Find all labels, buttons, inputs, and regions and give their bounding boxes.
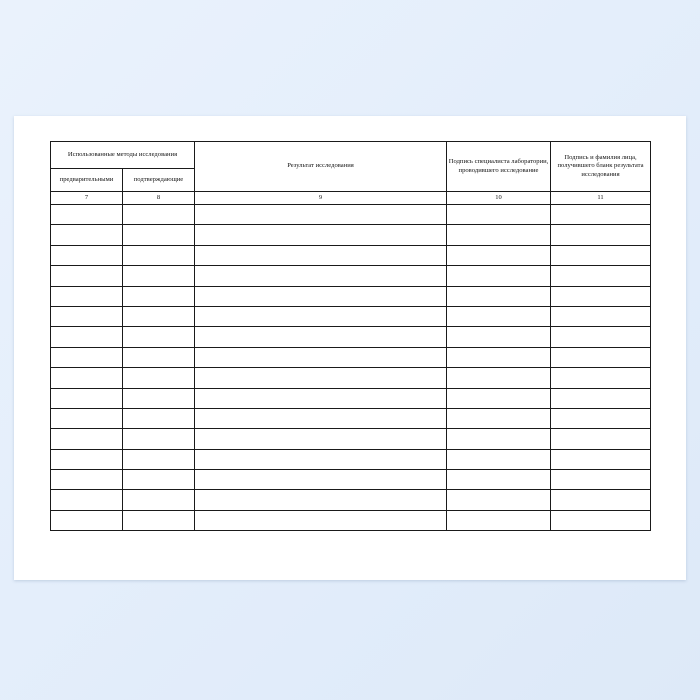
cell-signature-specialist[interactable] bbox=[447, 388, 551, 408]
cell-signature-specialist[interactable] bbox=[447, 205, 551, 225]
cell-result[interactable] bbox=[195, 388, 447, 408]
cell-methods-preliminary[interactable] bbox=[51, 266, 123, 286]
header-row-top bbox=[51, 142, 651, 169]
table-row[interactable] bbox=[51, 327, 651, 347]
cell-signature-recipient[interactable] bbox=[551, 449, 651, 469]
cell-signature-recipient[interactable] bbox=[551, 286, 651, 306]
column-number-9: 9 bbox=[195, 192, 447, 205]
cell-result[interactable] bbox=[195, 429, 447, 449]
table-row[interactable] bbox=[51, 490, 651, 510]
cell-signature-specialist[interactable] bbox=[447, 368, 551, 388]
cell-result[interactable] bbox=[195, 510, 447, 530]
cell-result[interactable] bbox=[195, 286, 447, 306]
cell-signature-specialist[interactable] bbox=[447, 266, 551, 286]
cell-signature-recipient[interactable] bbox=[551, 388, 651, 408]
cell-methods-preliminary[interactable] bbox=[51, 429, 123, 449]
cell-methods-confirming[interactable] bbox=[123, 286, 195, 306]
header-methods-group: Использованные методы исследования bbox=[51, 142, 195, 169]
cell-signature-recipient[interactable] bbox=[551, 510, 651, 530]
table-row[interactable] bbox=[51, 266, 651, 286]
cell-methods-confirming[interactable] bbox=[123, 245, 195, 265]
cell-methods-confirming[interactable] bbox=[123, 408, 195, 428]
cell-methods-preliminary[interactable] bbox=[51, 306, 123, 326]
cell-methods-preliminary[interactable] bbox=[51, 490, 123, 510]
column-number-7: 7 bbox=[51, 192, 123, 205]
table-row[interactable] bbox=[51, 449, 651, 469]
cell-signature-recipient[interactable] bbox=[551, 490, 651, 510]
cell-signature-recipient[interactable] bbox=[551, 408, 651, 428]
table-row[interactable] bbox=[51, 429, 651, 449]
cell-result[interactable] bbox=[195, 327, 447, 347]
cell-result[interactable] bbox=[195, 368, 447, 388]
cell-signature-specialist[interactable] bbox=[447, 306, 551, 326]
column-number-8: 8 bbox=[123, 192, 195, 205]
cell-methods-preliminary[interactable] bbox=[51, 510, 123, 530]
cell-methods-confirming[interactable] bbox=[123, 429, 195, 449]
cell-methods-preliminary[interactable] bbox=[51, 286, 123, 306]
table-row[interactable] bbox=[51, 388, 651, 408]
journal-table-container bbox=[50, 141, 650, 531]
cell-methods-confirming[interactable] bbox=[123, 368, 195, 388]
cell-signature-recipient[interactable] bbox=[551, 470, 651, 490]
journal-table bbox=[50, 141, 651, 531]
table-row[interactable] bbox=[51, 245, 651, 265]
cell-result[interactable] bbox=[195, 470, 447, 490]
cell-signature-recipient[interactable] bbox=[551, 429, 651, 449]
cell-signature-recipient[interactable] bbox=[551, 347, 651, 367]
column-number-row bbox=[51, 192, 651, 205]
cell-result[interactable] bbox=[195, 449, 447, 469]
cell-signature-recipient[interactable] bbox=[551, 225, 651, 245]
cell-methods-preliminary[interactable] bbox=[51, 388, 123, 408]
header-signature-specialist: Подпись специалиста лаборатории, проводившего исследование bbox=[447, 142, 551, 192]
cell-methods-preliminary[interactable] bbox=[51, 408, 123, 428]
cell-signature-specialist[interactable] bbox=[447, 449, 551, 469]
cell-signature-specialist[interactable] bbox=[447, 470, 551, 490]
cell-methods-preliminary[interactable] bbox=[51, 347, 123, 367]
header-result: Результат исследования bbox=[195, 142, 447, 192]
cell-result[interactable] bbox=[195, 245, 447, 265]
cell-signature-recipient[interactable] bbox=[551, 266, 651, 286]
table-row[interactable] bbox=[51, 286, 651, 306]
header-methods-confirming: подтверждающие bbox=[123, 169, 195, 192]
cell-methods-preliminary[interactable] bbox=[51, 368, 123, 388]
table-row[interactable] bbox=[51, 347, 651, 367]
cell-result[interactable] bbox=[195, 490, 447, 510]
column-number-10: 10 bbox=[447, 192, 551, 205]
cell-methods-confirming[interactable] bbox=[123, 449, 195, 469]
header-methods-preliminary: предварительными bbox=[51, 169, 123, 192]
cell-signature-recipient[interactable] bbox=[551, 205, 651, 225]
cell-result[interactable] bbox=[195, 347, 447, 367]
cell-methods-confirming[interactable] bbox=[123, 510, 195, 530]
table-row[interactable] bbox=[51, 205, 651, 225]
cell-methods-confirming[interactable] bbox=[123, 306, 195, 326]
cell-methods-confirming[interactable] bbox=[123, 205, 195, 225]
cell-signature-specialist[interactable] bbox=[447, 490, 551, 510]
cell-result[interactable] bbox=[195, 225, 447, 245]
cell-methods-confirming[interactable] bbox=[123, 225, 195, 245]
cell-methods-preliminary[interactable] bbox=[51, 205, 123, 225]
cell-result[interactable] bbox=[195, 205, 447, 225]
table-row[interactable] bbox=[51, 470, 651, 490]
table-row[interactable] bbox=[51, 510, 651, 530]
cell-signature-recipient[interactable] bbox=[551, 306, 651, 326]
table-row[interactable] bbox=[51, 225, 651, 245]
cell-methods-preliminary[interactable] bbox=[51, 470, 123, 490]
cell-result[interactable] bbox=[195, 266, 447, 286]
cell-signature-recipient[interactable] bbox=[551, 245, 651, 265]
document-page bbox=[14, 116, 686, 580]
table-row[interactable] bbox=[51, 306, 651, 326]
table-row[interactable] bbox=[51, 408, 651, 428]
cell-methods-preliminary[interactable] bbox=[51, 225, 123, 245]
header-signature-recipient: Подпись и фамилия лица, получившего бланк результата исследования bbox=[551, 142, 651, 192]
cell-methods-confirming[interactable] bbox=[123, 327, 195, 347]
cell-signature-specialist[interactable] bbox=[447, 327, 551, 347]
cell-methods-preliminary[interactable] bbox=[51, 327, 123, 347]
table-row[interactable] bbox=[51, 368, 651, 388]
cell-methods-preliminary[interactable] bbox=[51, 245, 123, 265]
cell-signature-specialist[interactable] bbox=[447, 429, 551, 449]
cell-methods-confirming[interactable] bbox=[123, 347, 195, 367]
cell-methods-confirming[interactable] bbox=[123, 388, 195, 408]
column-number-11: 11 bbox=[551, 192, 651, 205]
cell-methods-confirming[interactable] bbox=[123, 470, 195, 490]
cell-signature-recipient[interactable] bbox=[551, 327, 651, 347]
cell-signature-specialist[interactable] bbox=[447, 286, 551, 306]
cell-signature-specialist[interactable] bbox=[447, 225, 551, 245]
cell-methods-confirming[interactable] bbox=[123, 490, 195, 510]
cell-methods-confirming[interactable] bbox=[123, 266, 195, 286]
cell-signature-specialist[interactable] bbox=[447, 347, 551, 367]
cell-signature-specialist[interactable] bbox=[447, 408, 551, 428]
cell-signature-recipient[interactable] bbox=[551, 368, 651, 388]
cell-result[interactable] bbox=[195, 306, 447, 326]
cell-signature-specialist[interactable] bbox=[447, 510, 551, 530]
cell-methods-preliminary[interactable] bbox=[51, 449, 123, 469]
cell-signature-specialist[interactable] bbox=[447, 245, 551, 265]
cell-result[interactable] bbox=[195, 408, 447, 428]
